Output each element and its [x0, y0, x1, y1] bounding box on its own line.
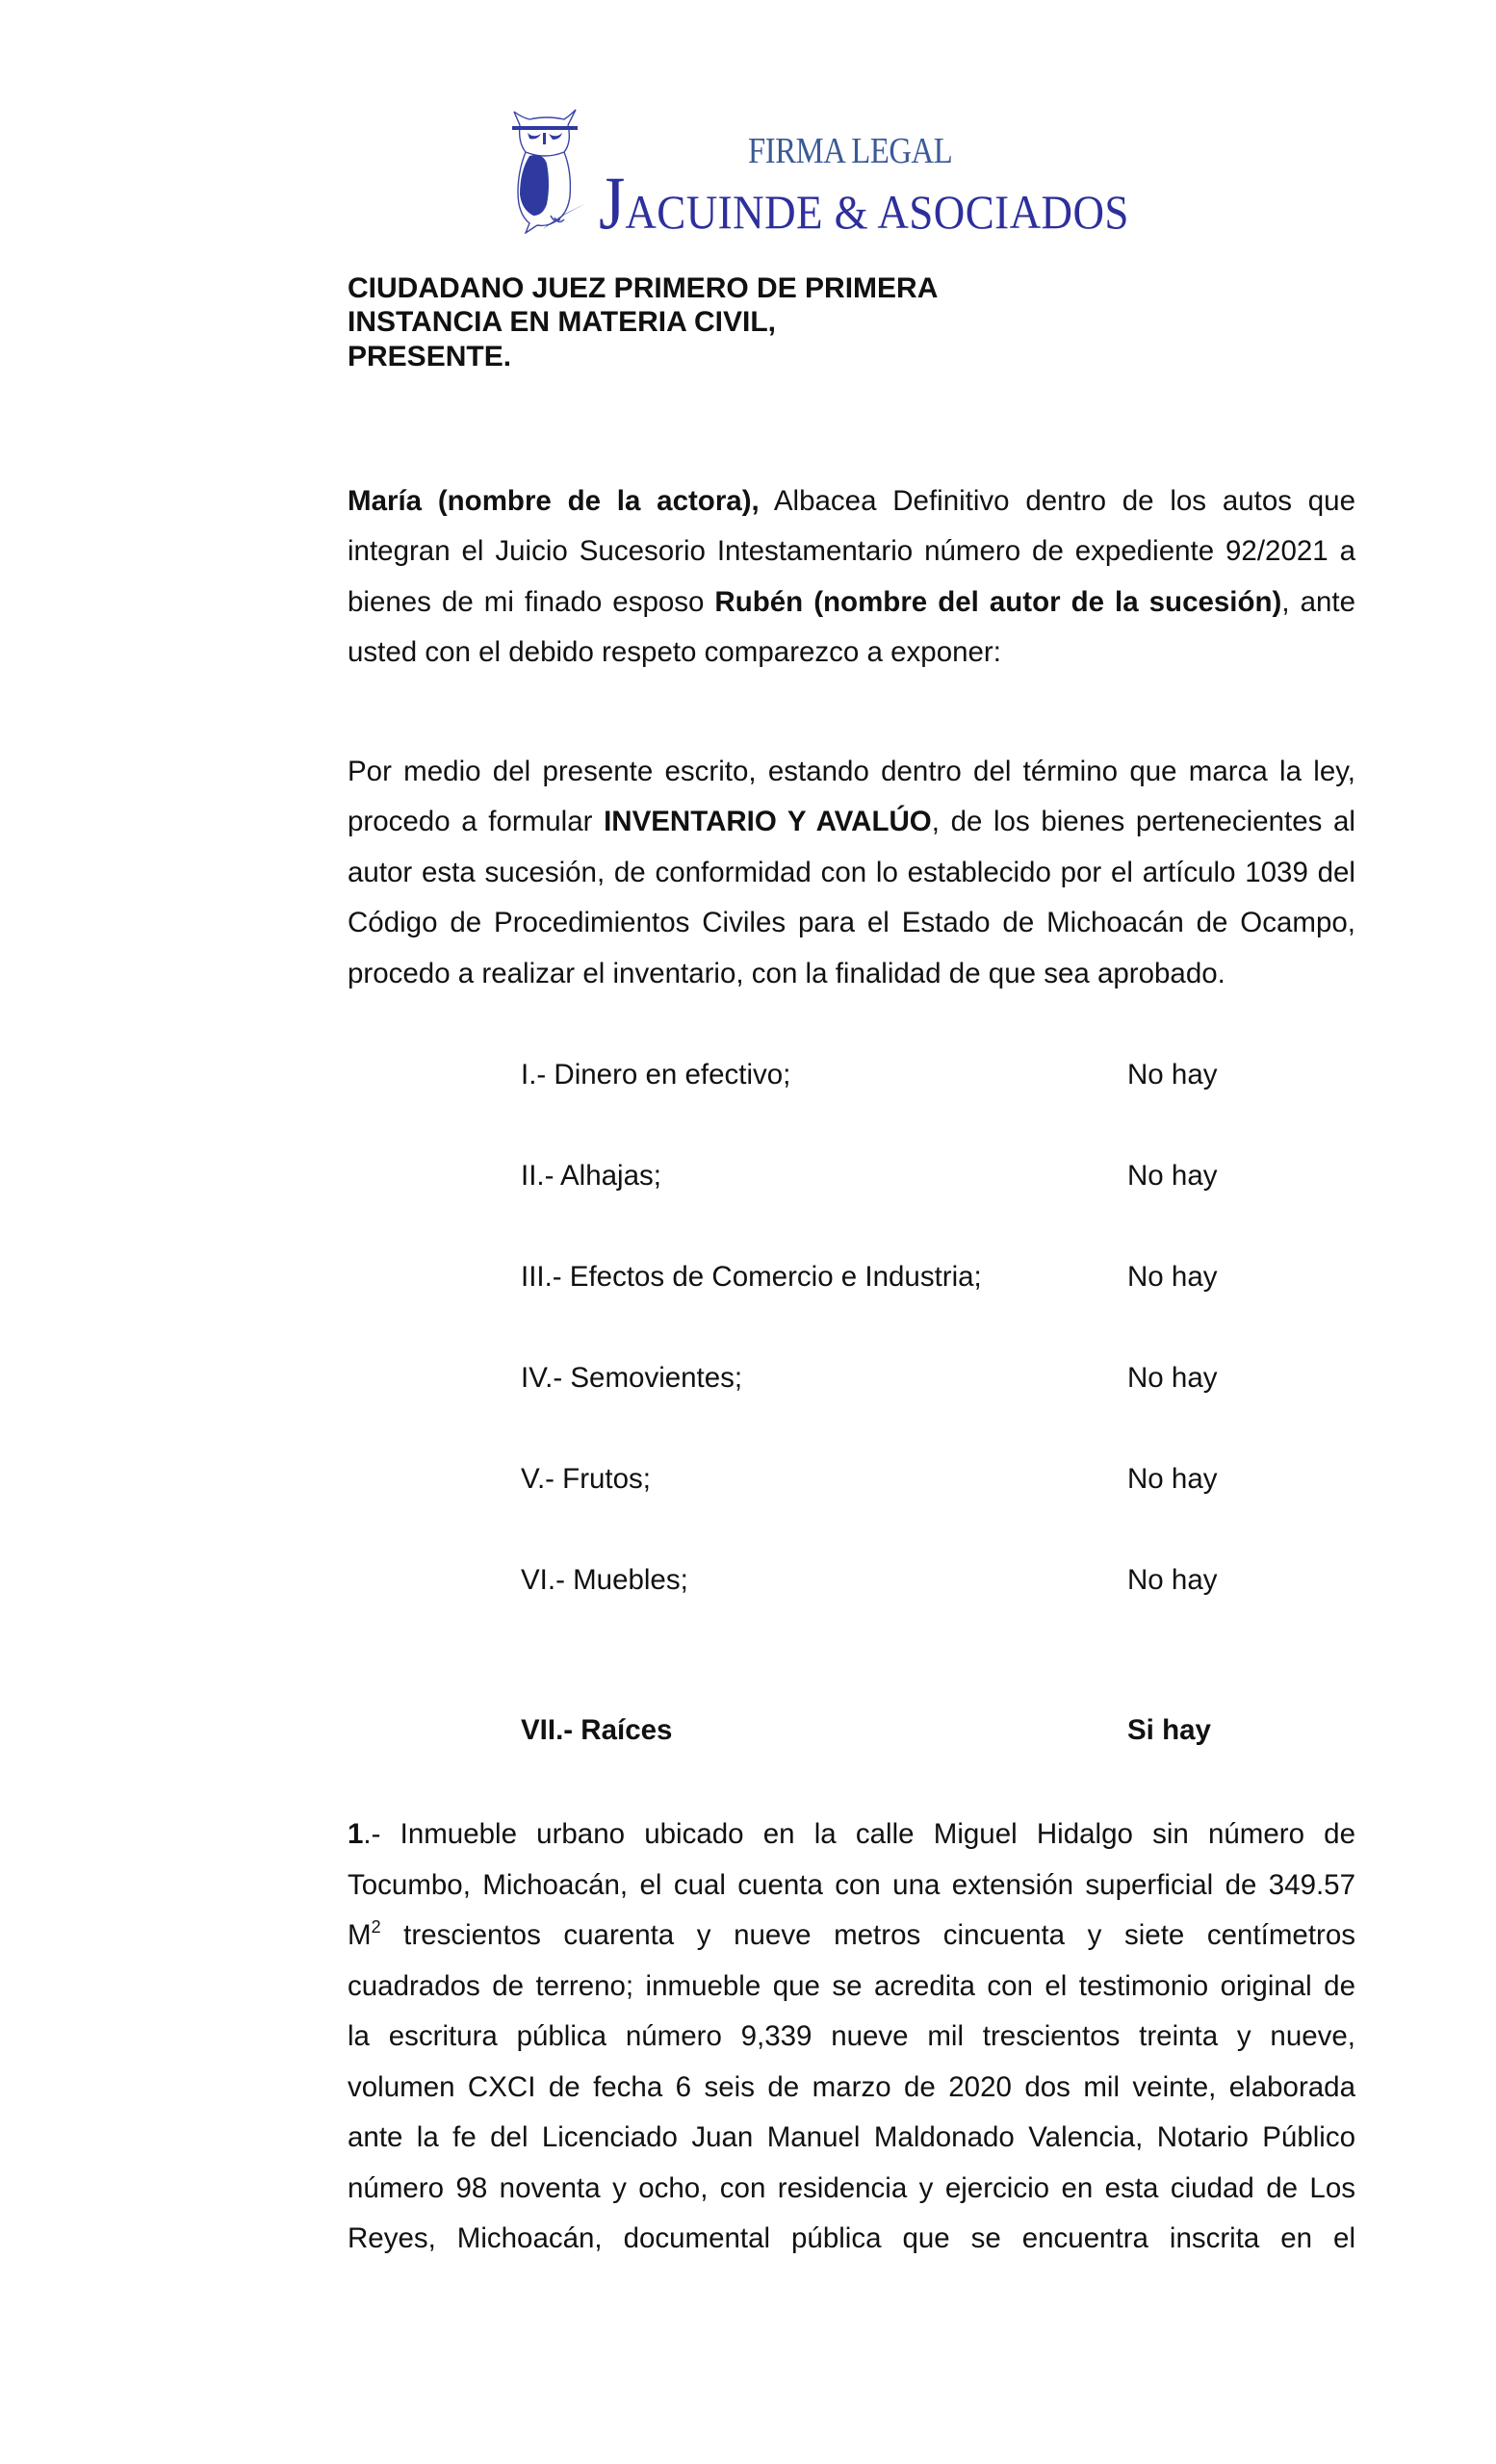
property-line-1	[348, 1820, 1355, 1853]
inventory-item-value: No hay	[1127, 1261, 1218, 1293]
real-estate-label: VII.- Raíces	[521, 1714, 673, 1746]
statement-line-5: procedo a realizar el inventario, con la finalidad de que sea aprobado.	[348, 958, 1225, 989]
statement-line-1: Por medio del presente escrito, estando dentro del término que marca la ley,	[348, 756, 1355, 787]
property-line-8: número 98 noventa y ocho, con residencia y ejercicio en esta ciudad de Los	[348, 2172, 1355, 2204]
area-unit-exponent: 2	[371, 1917, 381, 1937]
firm-name	[599, 161, 1129, 244]
firm-tagline: FIRMA LEGAL	[748, 131, 953, 171]
intro-line-1	[348, 487, 1355, 520]
inventory-item-value: No hay	[1127, 1463, 1218, 1495]
deceased-name: Rubén (nombre del autor de la sucesión)	[714, 586, 1282, 618]
inventory-item-value: No hay	[1127, 1059, 1218, 1091]
real-estate-value: Si hay	[1127, 1714, 1211, 1746]
inventory-item-label: VI.- Muebles;	[521, 1564, 688, 1596]
firm-name-rest: ACUINDE & ASOCIADOS	[625, 185, 1129, 239]
statement-line-4: Código de Procedimientos Civiles para el Estado de Michoacán de Ocampo,	[348, 907, 1355, 938]
inventory-item-label: V.- Frutos;	[521, 1463, 651, 1495]
intro-line-3	[348, 588, 1355, 621]
area-unit: M	[348, 1919, 372, 1951]
inventory-item-label: I.- Dinero en efectivo;	[521, 1059, 791, 1091]
property-line-4: cuadrados de terreno; inmueble que se acredita con el testimonio original de	[348, 1970, 1355, 2002]
property-line-7: ante la fe del Licenciado Juan Manuel Maldonado Valencia, Notario Público	[348, 2121, 1355, 2153]
property-line-2: Tocumbo, Michoacán, el cual cuenta con una extensión superficial de 349.57	[348, 1869, 1355, 1901]
intro-text: Albacea Definitivo dentro de los autos que	[759, 485, 1355, 517]
plaintiff-name: María (nombre de la actora),	[348, 485, 760, 517]
property-text: .- Inmueble urbano ubicado en la calle Miguel Hidalgo sin número de	[363, 1818, 1355, 1850]
inventory-item-label: III.- Efectos de Comercio e Industria;	[521, 1261, 982, 1293]
property-line-5: la escritura pública número 9,339 nueve mil trescientos treinta y nueve,	[348, 2020, 1355, 2052]
intro-text: bienes de mi finado esposo	[348, 586, 715, 618]
inventory-item-value: No hay	[1127, 1160, 1218, 1192]
statement-line-2	[348, 808, 1355, 840]
intro-line-2: integran el Juicio Sucesorio Intestamentario número de expediente 92/2021 a	[348, 535, 1355, 567]
addressee-line-2: INSTANCIA EN MATERIA CIVIL,	[348, 306, 776, 338]
inventory-item-value: No hay	[1127, 1564, 1218, 1596]
addressee-line-3: PRESENTE.	[348, 341, 512, 372]
letterhead-logo	[501, 104, 1174, 244]
property-line-6: volumen CXCI de fecha 6 seis de marzo de 2020 dos mil veinte, elaborada	[348, 2071, 1355, 2103]
firm-name-initial: J	[599, 161, 626, 244]
addressee-line-1: CIUDADANO JUEZ PRIMERO DE PRIMERA	[348, 272, 939, 304]
owl-icon	[501, 104, 592, 234]
statement-text: , de los bienes pertenecientes al	[931, 806, 1355, 837]
statement-text: procedo a formular	[348, 806, 605, 837]
inventory-item-value: No hay	[1127, 1362, 1218, 1394]
intro-text: , ante	[1281, 586, 1355, 618]
property-text: trescientos cuarenta y nueve metros cincuenta y siete centímetros	[380, 1919, 1355, 1951]
inventory-item-label: II.- Alhajas;	[521, 1160, 661, 1192]
statement-line-3: autor esta sucesión, de conformidad con lo establecido por el artículo 1039 del	[348, 857, 1355, 888]
inventory-title: INVENTARIO Y AVALÚO	[604, 806, 932, 837]
property-line-9: Reyes, Michoacán, documental pública que se encuentra inscrita en el	[348, 2222, 1355, 2254]
inventory-item-label: IV.- Semovientes;	[521, 1362, 743, 1394]
intro-line-4: usted con el debido respeto comparezco a exponer:	[348, 636, 1001, 668]
property-line-3	[348, 1917, 1355, 1954]
property-number: 1	[348, 1818, 364, 1850]
